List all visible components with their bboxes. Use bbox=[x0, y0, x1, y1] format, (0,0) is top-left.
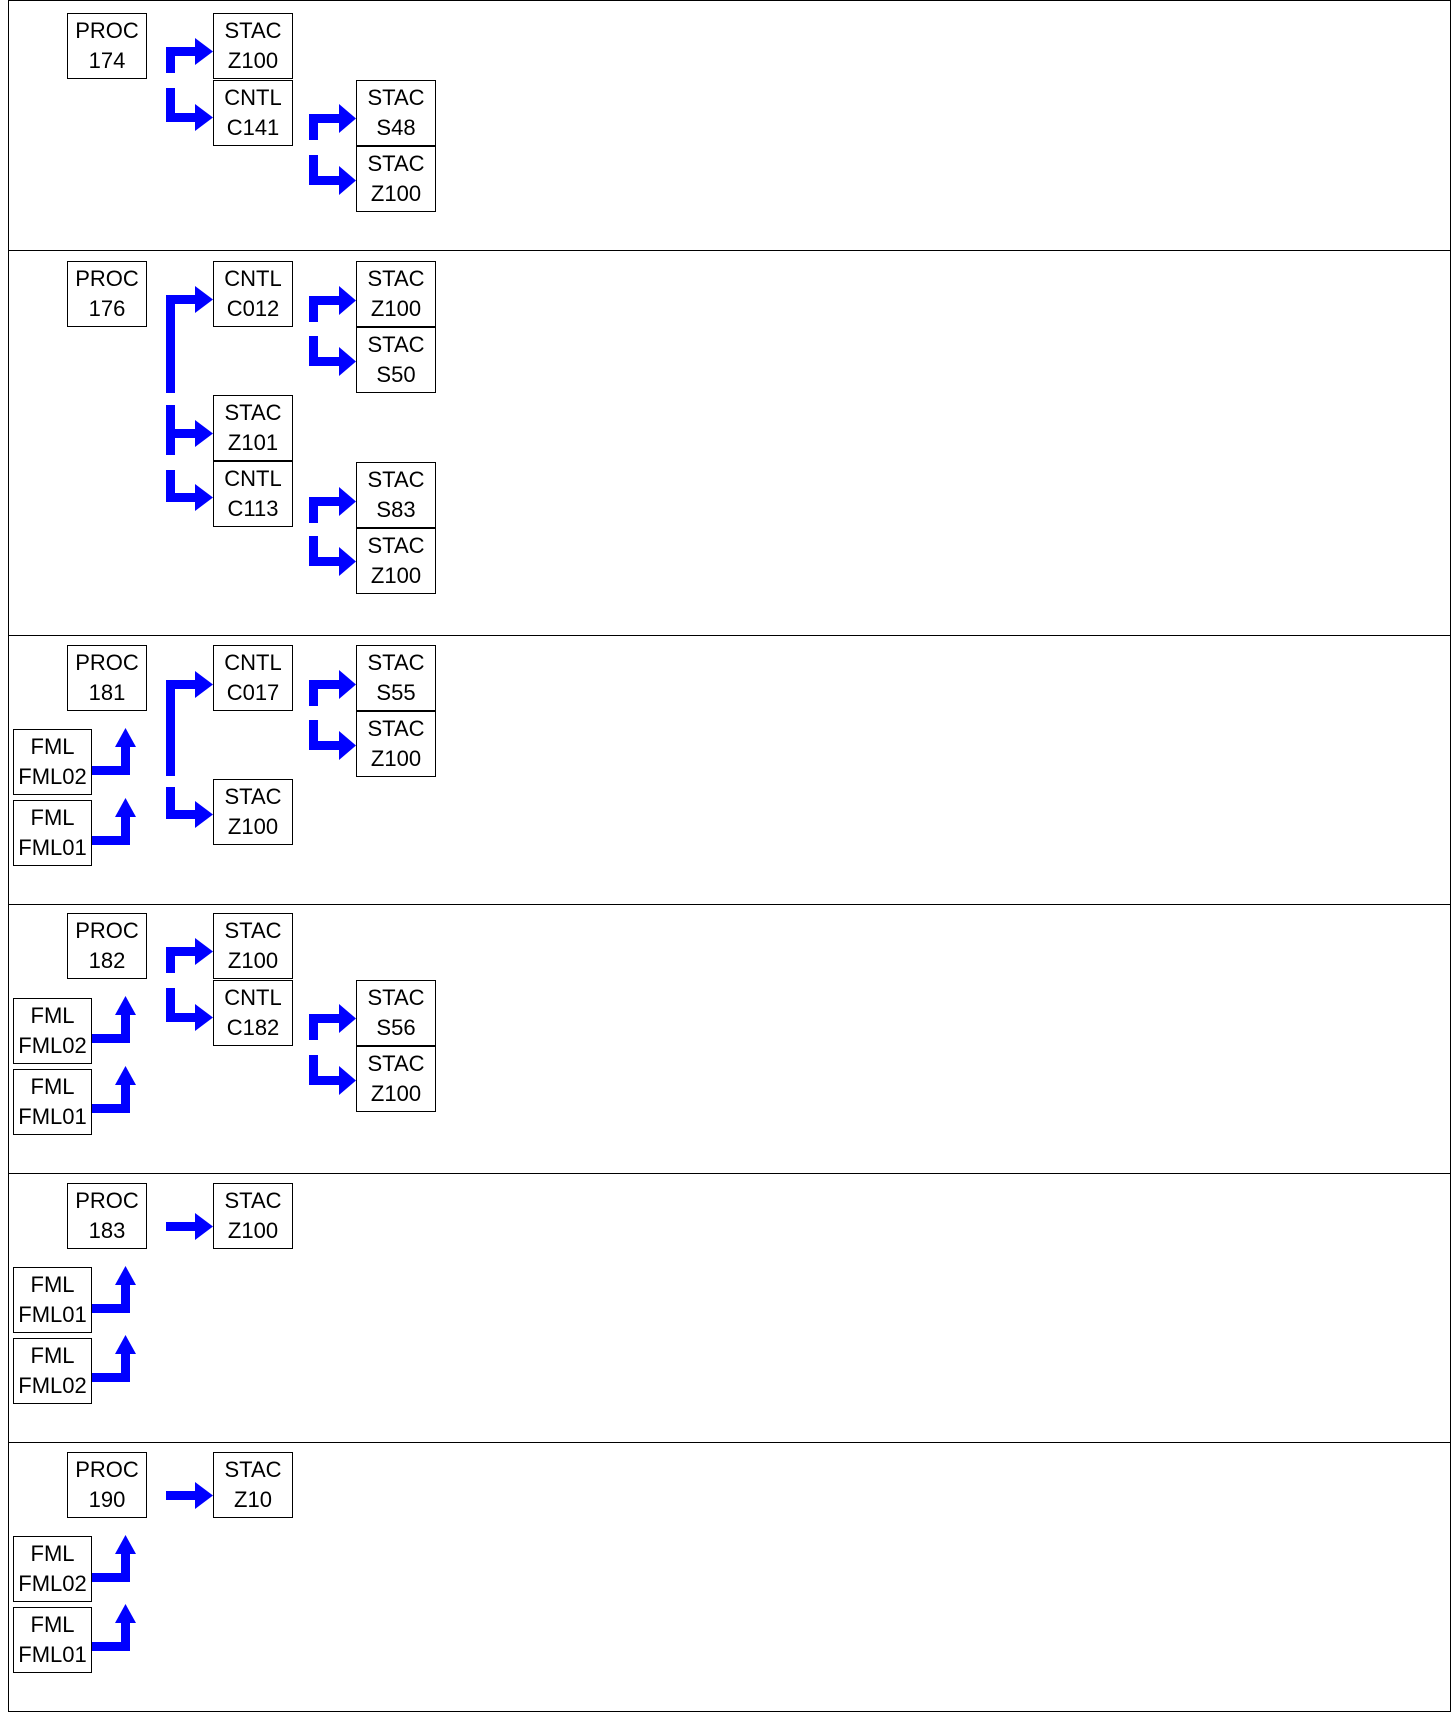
fml-node: FML FML01 bbox=[13, 800, 92, 866]
fml-node: FML FML02 bbox=[13, 1536, 92, 1602]
cntl-node: CNTL C012 bbox=[213, 261, 293, 327]
proc-node: PROC 190 bbox=[67, 1452, 147, 1518]
stac-node: STAC Z100 bbox=[356, 528, 436, 594]
fml-node: FML FML01 bbox=[13, 1607, 92, 1673]
stac-node: STAC Z100 bbox=[213, 913, 293, 979]
fml-node: FML FML01 bbox=[13, 1267, 92, 1333]
stac-node: STAC Z100 bbox=[213, 13, 293, 79]
cntl-node: CNTL C182 bbox=[213, 980, 293, 1046]
stac-node: STAC S55 bbox=[356, 645, 436, 711]
fml-node: FML FML02 bbox=[13, 1338, 92, 1404]
cntl-node: CNTL C141 bbox=[213, 80, 293, 146]
stac-node: STAC S48 bbox=[356, 80, 436, 146]
stac-node: STAC Z100 bbox=[213, 779, 293, 845]
fml-node: FML FML01 bbox=[13, 1069, 92, 1135]
proc-node: PROC 176 bbox=[67, 261, 147, 327]
cntl-node: CNTL C017 bbox=[213, 645, 293, 711]
fml-node: FML FML02 bbox=[13, 998, 92, 1064]
stac-node: STAC S50 bbox=[356, 327, 436, 393]
stac-node: STAC S56 bbox=[356, 980, 436, 1046]
proc-node: PROC 182 bbox=[67, 913, 147, 979]
stac-node: STAC Z101 bbox=[213, 395, 293, 461]
cntl-node: CNTL C113 bbox=[213, 461, 293, 527]
fml-node: FML FML02 bbox=[13, 729, 92, 795]
stac-node: STAC Z100 bbox=[356, 1046, 436, 1112]
stac-node: STAC Z100 bbox=[356, 711, 436, 777]
stac-node: STAC S83 bbox=[356, 462, 436, 528]
proc-node: PROC 181 bbox=[67, 645, 147, 711]
proc-node: PROC 183 bbox=[67, 1183, 147, 1249]
proc-node: PROC 174 bbox=[67, 13, 147, 79]
stac-node: STAC Z100 bbox=[213, 1183, 293, 1249]
stac-node: STAC Z10 bbox=[213, 1452, 293, 1518]
stac-node: STAC Z100 bbox=[356, 261, 436, 327]
stac-node: STAC Z100 bbox=[356, 146, 436, 212]
